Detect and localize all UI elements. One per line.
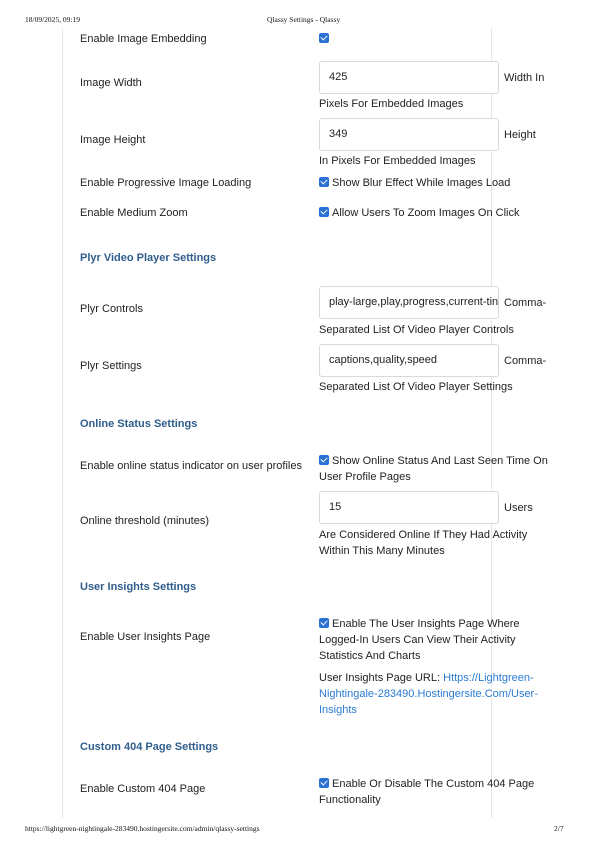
medium-zoom-label: Enable Medium Zoom (80, 207, 188, 219)
image-embedding-checkbox[interactable] (319, 33, 329, 43)
progressive-loading-text: Show Blur Effect While Images Load (332, 177, 511, 189)
online-threshold-help-2: Within This Many Minutes (319, 545, 445, 557)
online-indicator-label: Enable online status indicator on user profiles (80, 460, 302, 472)
image-width-label: Image Width (80, 77, 142, 89)
medium-zoom-option[interactable] (319, 207, 519, 219)
plyr-controls-input[interactable]: play-large,play,progress,current-tin (319, 286, 499, 319)
plyr-settings-help: Separated List Of Video Player Settings (319, 381, 513, 393)
print-title: Qlassy Settings - Qlassy (267, 15, 341, 24)
print-url: https://lightgreen-nightingale-283490.hostingersite.com/admin/qlassy-settings (25, 824, 260, 833)
medium-zoom-text: Allow Users To Zoom Images On Click (332, 207, 520, 219)
progressive-loading-option[interactable] (319, 177, 510, 189)
insights-url-link[interactable]: Https://Lightgreen- (443, 672, 534, 684)
online-threshold-suffix: Users (504, 502, 533, 514)
insights-label: Enable User Insights Page (80, 631, 211, 643)
online-section-heading: Online Status Settings (80, 418, 198, 430)
custom404-text-1: Enable Or Disable The Custom 404 Page (332, 778, 535, 790)
print-page-number: 2/7 (554, 824, 564, 833)
custom404-text-2: Functionality (319, 794, 381, 806)
image-width-help: Pixels For Embedded Images (319, 98, 464, 110)
image-embedding-label: Enable Image Embedding (80, 33, 207, 45)
insights-text-2: Logged-In Users Can View Their Activity (319, 634, 516, 646)
insights-section-heading: User Insights Settings (80, 581, 197, 593)
medium-zoom-checkbox[interactable] (319, 207, 329, 217)
plyr-settings-label: Plyr Settings (80, 360, 142, 372)
insights-url-link-cont[interactable]: Nightingale-283490.Hostingersite.Com/User- (319, 688, 538, 700)
image-height-suffix: Height (504, 129, 536, 141)
plyr-controls-label: Plyr Controls (80, 303, 143, 315)
online-indicator-text-cont: User Profile Pages (319, 471, 411, 483)
image-width-suffix: Width In (504, 72, 545, 84)
custom404-checkbox[interactable] (319, 778, 329, 788)
plyr-controls-help: Separated List Of Video Player Controls (319, 324, 514, 336)
custom404-label: Enable Custom 404 Page (80, 783, 206, 795)
plyr-settings-suffix: Comma- (504, 355, 547, 367)
insights-url-line-1 (319, 672, 534, 684)
image-width-input[interactable]: 425 (319, 61, 499, 94)
insights-checkbox[interactable] (319, 618, 329, 628)
print-date: 18/09/2025, 09:19 (25, 15, 81, 24)
plyr-section-heading: Plyr Video Player Settings (80, 252, 217, 264)
online-threshold-help-1: Are Considered Online If They Had Activity (319, 529, 528, 541)
image-height-help: In Pixels For Embedded Images (319, 155, 476, 167)
custom404-section-heading: Custom 404 Page Settings (80, 741, 219, 753)
insights-text-1: Enable The User Insights Page Where (332, 618, 520, 630)
insights-url-label: User Insights Page URL: (319, 672, 441, 684)
insights-url-link-end[interactable]: Insights (319, 704, 357, 716)
image-height-input[interactable]: 349 (319, 118, 499, 151)
image-height-label: Image Height (80, 134, 146, 146)
online-indicator-checkbox[interactable] (319, 455, 329, 465)
online-threshold-label: Online threshold (minutes) (80, 515, 210, 527)
progressive-loading-checkbox[interactable] (319, 177, 329, 187)
online-indicator-text: Show Online Status And Last Seen Time On (332, 455, 548, 467)
custom404-option[interactable] (319, 778, 534, 790)
progressive-loading-label: Enable Progressive Image Loading (80, 177, 252, 189)
plyr-controls-suffix: Comma- (504, 297, 547, 309)
plyr-settings-input[interactable]: captions,quality,speed (319, 344, 499, 377)
insights-text-3: Statistics And Charts (319, 650, 421, 662)
online-indicator-option[interactable] (319, 455, 548, 467)
insights-option[interactable] (319, 618, 520, 630)
online-threshold-input[interactable]: 15 (319, 491, 499, 524)
